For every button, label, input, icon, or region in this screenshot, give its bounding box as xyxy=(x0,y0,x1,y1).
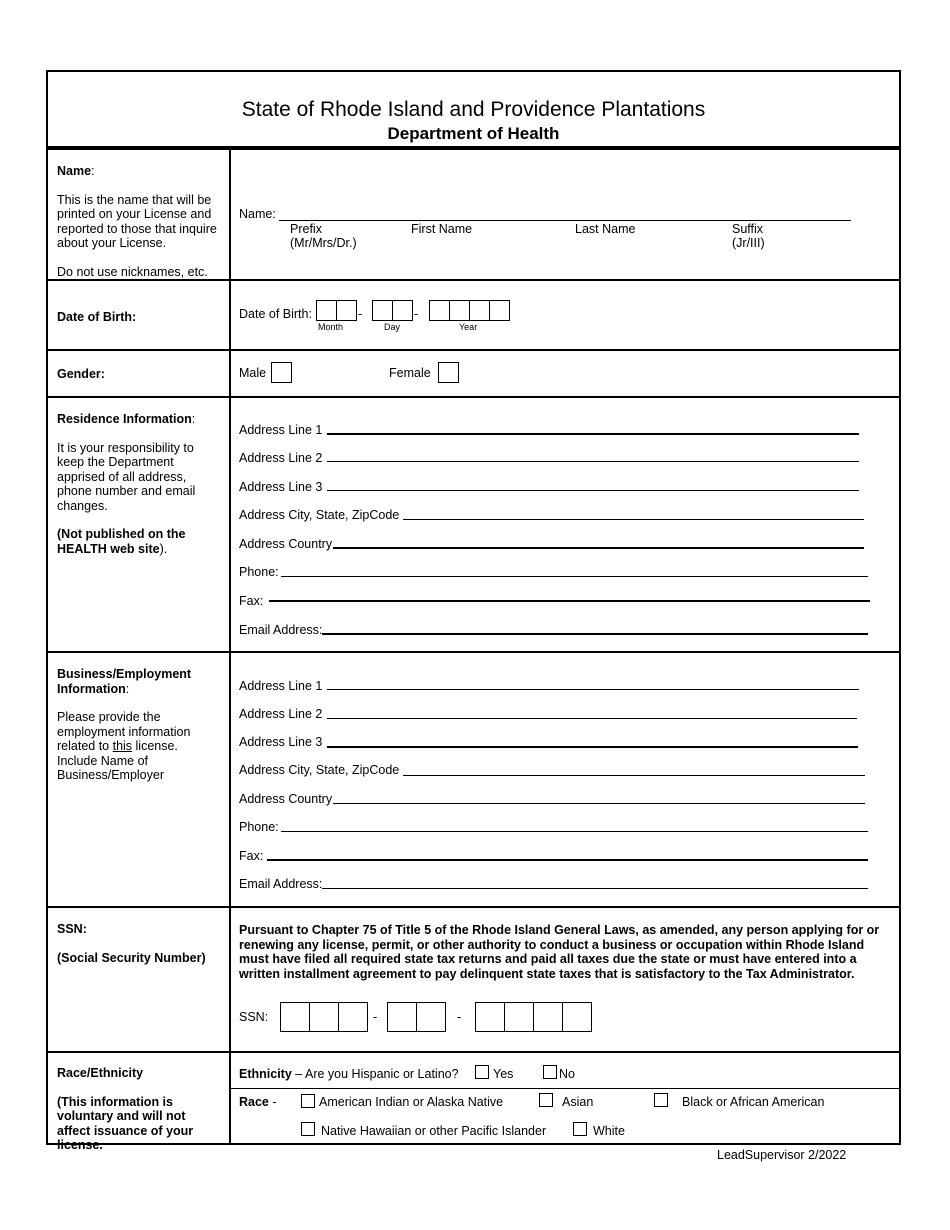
res-city-state-zip-label: Address City, State, ZipCode xyxy=(239,508,400,522)
dob-separator-1: - xyxy=(358,307,363,321)
ssn-digit-8[interactable] xyxy=(533,1002,563,1032)
prefix-hint: (Mr/Mrs/Dr.) xyxy=(290,236,357,250)
residence-desc: It is your responsibility to keep the Department apprised of all address, phone number and email changes. xyxy=(57,440,196,513)
hispanic-no-label: No xyxy=(559,1067,575,1081)
race-american-indian-label: American Indian or Alaska Native xyxy=(319,1095,504,1109)
business-desc-this: this xyxy=(112,739,133,753)
dob-description xyxy=(48,281,231,349)
biz-address-line-3-label: Address Line 3 xyxy=(239,735,323,749)
residence-row xyxy=(48,398,899,653)
business-row xyxy=(48,653,899,908)
biz-fax-input[interactable] xyxy=(267,859,868,861)
residence-heading: Residence Information xyxy=(57,412,192,426)
gender-heading: Gender: xyxy=(57,367,105,381)
ssn-fields xyxy=(231,908,899,1051)
ssn-description xyxy=(48,908,231,1051)
race-white-label: White xyxy=(593,1124,625,1138)
ssn-digit-4[interactable] xyxy=(387,1002,417,1032)
race-black-checkbox[interactable] xyxy=(654,1093,668,1107)
dob-fields xyxy=(231,281,899,349)
race-dash: - xyxy=(272,1095,277,1109)
race-label: Race xyxy=(239,1095,269,1109)
race-description xyxy=(48,1053,231,1152)
business-desc-pre: Please provide the employment information related to xyxy=(57,710,191,753)
ssn-row xyxy=(48,908,899,1053)
race-native-hawaiian-label: Native Hawaiian or other Pacific Islander xyxy=(321,1124,547,1138)
last-name-label: Last Name xyxy=(575,222,636,236)
res-country-label: Address Country xyxy=(239,537,333,551)
res-phone-label: Phone: xyxy=(239,565,279,579)
biz-address-line-3-input[interactable] xyxy=(327,746,858,748)
ssn-separator-2: - xyxy=(457,1010,462,1024)
prefix-label: Prefix xyxy=(290,222,322,236)
res-address-line-1-label: Address Line 1 xyxy=(239,423,323,437)
biz-fax-label: Fax: xyxy=(239,849,264,863)
name-input-line[interactable] xyxy=(279,220,851,221)
biz-country-label: Address Country xyxy=(239,792,333,806)
dob-day-digit-1[interactable] xyxy=(372,300,393,321)
residence-note-end: ). xyxy=(159,541,168,556)
gender-female-checkbox[interactable] xyxy=(438,362,459,383)
ssn-field-label: SSN: xyxy=(239,1010,269,1024)
res-country-input[interactable] xyxy=(333,547,864,549)
residence-fields xyxy=(231,398,899,651)
name-fields xyxy=(231,150,899,279)
biz-phone-label: Phone: xyxy=(239,820,279,834)
gender-male-label: Male xyxy=(239,366,267,380)
race-heading: Race/Ethnicity xyxy=(57,1066,144,1080)
race-asian-checkbox[interactable] xyxy=(539,1093,553,1107)
res-fax-label: Fax: xyxy=(239,594,264,608)
race-asian-label: Asian xyxy=(562,1095,594,1109)
dob-year-digit-3[interactable] xyxy=(469,300,490,321)
form-header xyxy=(48,72,899,150)
hispanic-yes-label: Yes xyxy=(493,1067,514,1081)
gender-description xyxy=(48,351,231,396)
name-description: Name: This is the name that will be printed on your License and reported to those that inquire about your License. Do not use nicknames, etc. xyxy=(48,150,231,279)
res-address-line-1-input[interactable] xyxy=(327,433,859,435)
res-fax-input[interactable] xyxy=(269,600,870,602)
ethnicity-question: – Are you Hispanic or Latino? xyxy=(291,1067,459,1081)
dob-month-digit-1[interactable] xyxy=(316,300,337,321)
biz-city-state-zip-label: Address City, State, ZipCode xyxy=(239,763,400,777)
form-title: State of Rhode Island and Providence Plantations xyxy=(241,98,706,121)
biz-address-line-1-label: Address Line 1 xyxy=(239,679,323,693)
business-fields xyxy=(231,653,899,906)
biz-country-input[interactable] xyxy=(333,803,865,804)
hispanic-yes-checkbox[interactable] xyxy=(475,1065,489,1079)
license-form xyxy=(46,70,901,1152)
biz-address-line-1-input[interactable] xyxy=(327,689,859,690)
ssn-digit-1[interactable] xyxy=(280,1002,310,1032)
ssn-subheading: (Social Security Number) xyxy=(57,950,206,965)
first-name-label: First Name xyxy=(411,222,473,236)
ssn-heading: SSN: xyxy=(57,922,87,936)
ethnicity-label: Ethnicity xyxy=(239,1067,292,1081)
race-fields xyxy=(231,1053,899,1145)
name-field-label: Name: xyxy=(239,207,276,221)
ssn-digit-3[interactable] xyxy=(338,1002,368,1032)
biz-email-label: Email Address: xyxy=(239,877,323,891)
gender-female-label: Female xyxy=(389,366,431,380)
res-address-line-2-input[interactable] xyxy=(327,461,859,462)
dob-heading: Date of Birth: xyxy=(57,310,137,324)
business-description: Business/Employment Information: Please provide the employment information related to this license. Include Name of Business/Employer xyxy=(48,653,231,906)
res-email-input[interactable] xyxy=(322,633,868,635)
res-address-line-2-label: Address Line 2 xyxy=(239,451,323,465)
gender-fields xyxy=(231,351,899,396)
biz-address-line-2-label: Address Line 2 xyxy=(239,707,323,721)
res-email-label: Email Address: xyxy=(239,623,323,637)
dob-month-label: Month xyxy=(318,322,344,332)
race-voluntary-note: (This information is voluntary and will not affect issuance of your license. xyxy=(57,1094,194,1152)
biz-address-line-2-input[interactable] xyxy=(327,718,857,719)
dob-day-label: Day xyxy=(384,322,401,332)
hispanic-no-checkbox[interactable] xyxy=(543,1065,557,1079)
tax-compliance-notice: Pursuant to Chapter 75 of Title 5 of the Rhode Island General Laws, as amended, any person applying for or renewing any license, permit, or other authority to conduct a business or occupation within Rhode Island must have filed all required state tax returns and paid all taxes due the state or must have entered into a written installment agreement to pay delinquent state taxes that is satisfactory to the Tax Administrator. xyxy=(239,923,880,981)
ssn-separator-1: - xyxy=(373,1010,378,1024)
dob-year-digit-4[interactable] xyxy=(489,300,510,321)
business-desc-post: license. Include Name of Business/Employer xyxy=(57,739,178,782)
gender-male-checkbox[interactable] xyxy=(271,362,292,383)
res-city-state-zip-input[interactable] xyxy=(403,519,864,520)
name-desc: This is the name that will be printed on your License and reported to those that inquire about your License. xyxy=(57,192,217,250)
dob-year-label: Year xyxy=(459,322,478,332)
dob-month-digit-2[interactable] xyxy=(336,300,357,321)
name-nickname-note: Do not use nicknames, etc. xyxy=(57,264,208,279)
biz-phone-input[interactable] xyxy=(281,831,868,832)
suffix-hint: (Jr/III) xyxy=(732,236,765,250)
business-heading: Business/Employment Information xyxy=(57,667,192,696)
biz-email-input[interactable] xyxy=(322,888,868,889)
race-white-checkbox[interactable] xyxy=(573,1122,587,1136)
res-phone-input[interactable] xyxy=(281,576,868,577)
residence-note: (Not published on the HEALTH web site xyxy=(57,527,186,556)
race-black-label: Black or African American xyxy=(682,1095,825,1109)
dob-separator-2: - xyxy=(414,307,419,321)
gender-row xyxy=(48,351,899,398)
dob-year-digit-1[interactable] xyxy=(429,300,450,321)
residence-description: Residence Information: It is your responsibility to keep the Department apprised of all address, phone number and email changes. (Not published on the HEALTH web site). xyxy=(48,398,231,651)
biz-city-state-zip-input[interactable] xyxy=(403,775,865,776)
ssn-digit-9[interactable] xyxy=(562,1002,592,1032)
ssn-digit-2[interactable] xyxy=(309,1002,339,1032)
dob-field-label: Date of Birth: xyxy=(239,307,312,321)
ssn-digit-6[interactable] xyxy=(475,1002,505,1032)
res-address-line-3-input[interactable] xyxy=(327,490,859,491)
name-row xyxy=(48,150,899,281)
name-heading: Name xyxy=(57,164,92,178)
dob-row xyxy=(48,281,899,351)
ssn-digit-5[interactable] xyxy=(416,1002,446,1032)
race-ethnicity-row xyxy=(48,1053,899,1152)
race-american-indian-checkbox[interactable] xyxy=(301,1094,315,1108)
ssn-digit-7[interactable] xyxy=(504,1002,534,1032)
dob-year-digit-2[interactable] xyxy=(449,300,470,321)
race-native-hawaiian-checkbox[interactable] xyxy=(301,1122,315,1136)
form-subtitle: Department of Health xyxy=(387,124,560,143)
form-version: LeadSupervisor 2/2022 xyxy=(717,1148,847,1162)
dob-day-digit-2[interactable] xyxy=(392,300,413,321)
res-address-line-3-label: Address Line 3 xyxy=(239,480,323,494)
suffix-label: Suffix xyxy=(732,222,764,236)
